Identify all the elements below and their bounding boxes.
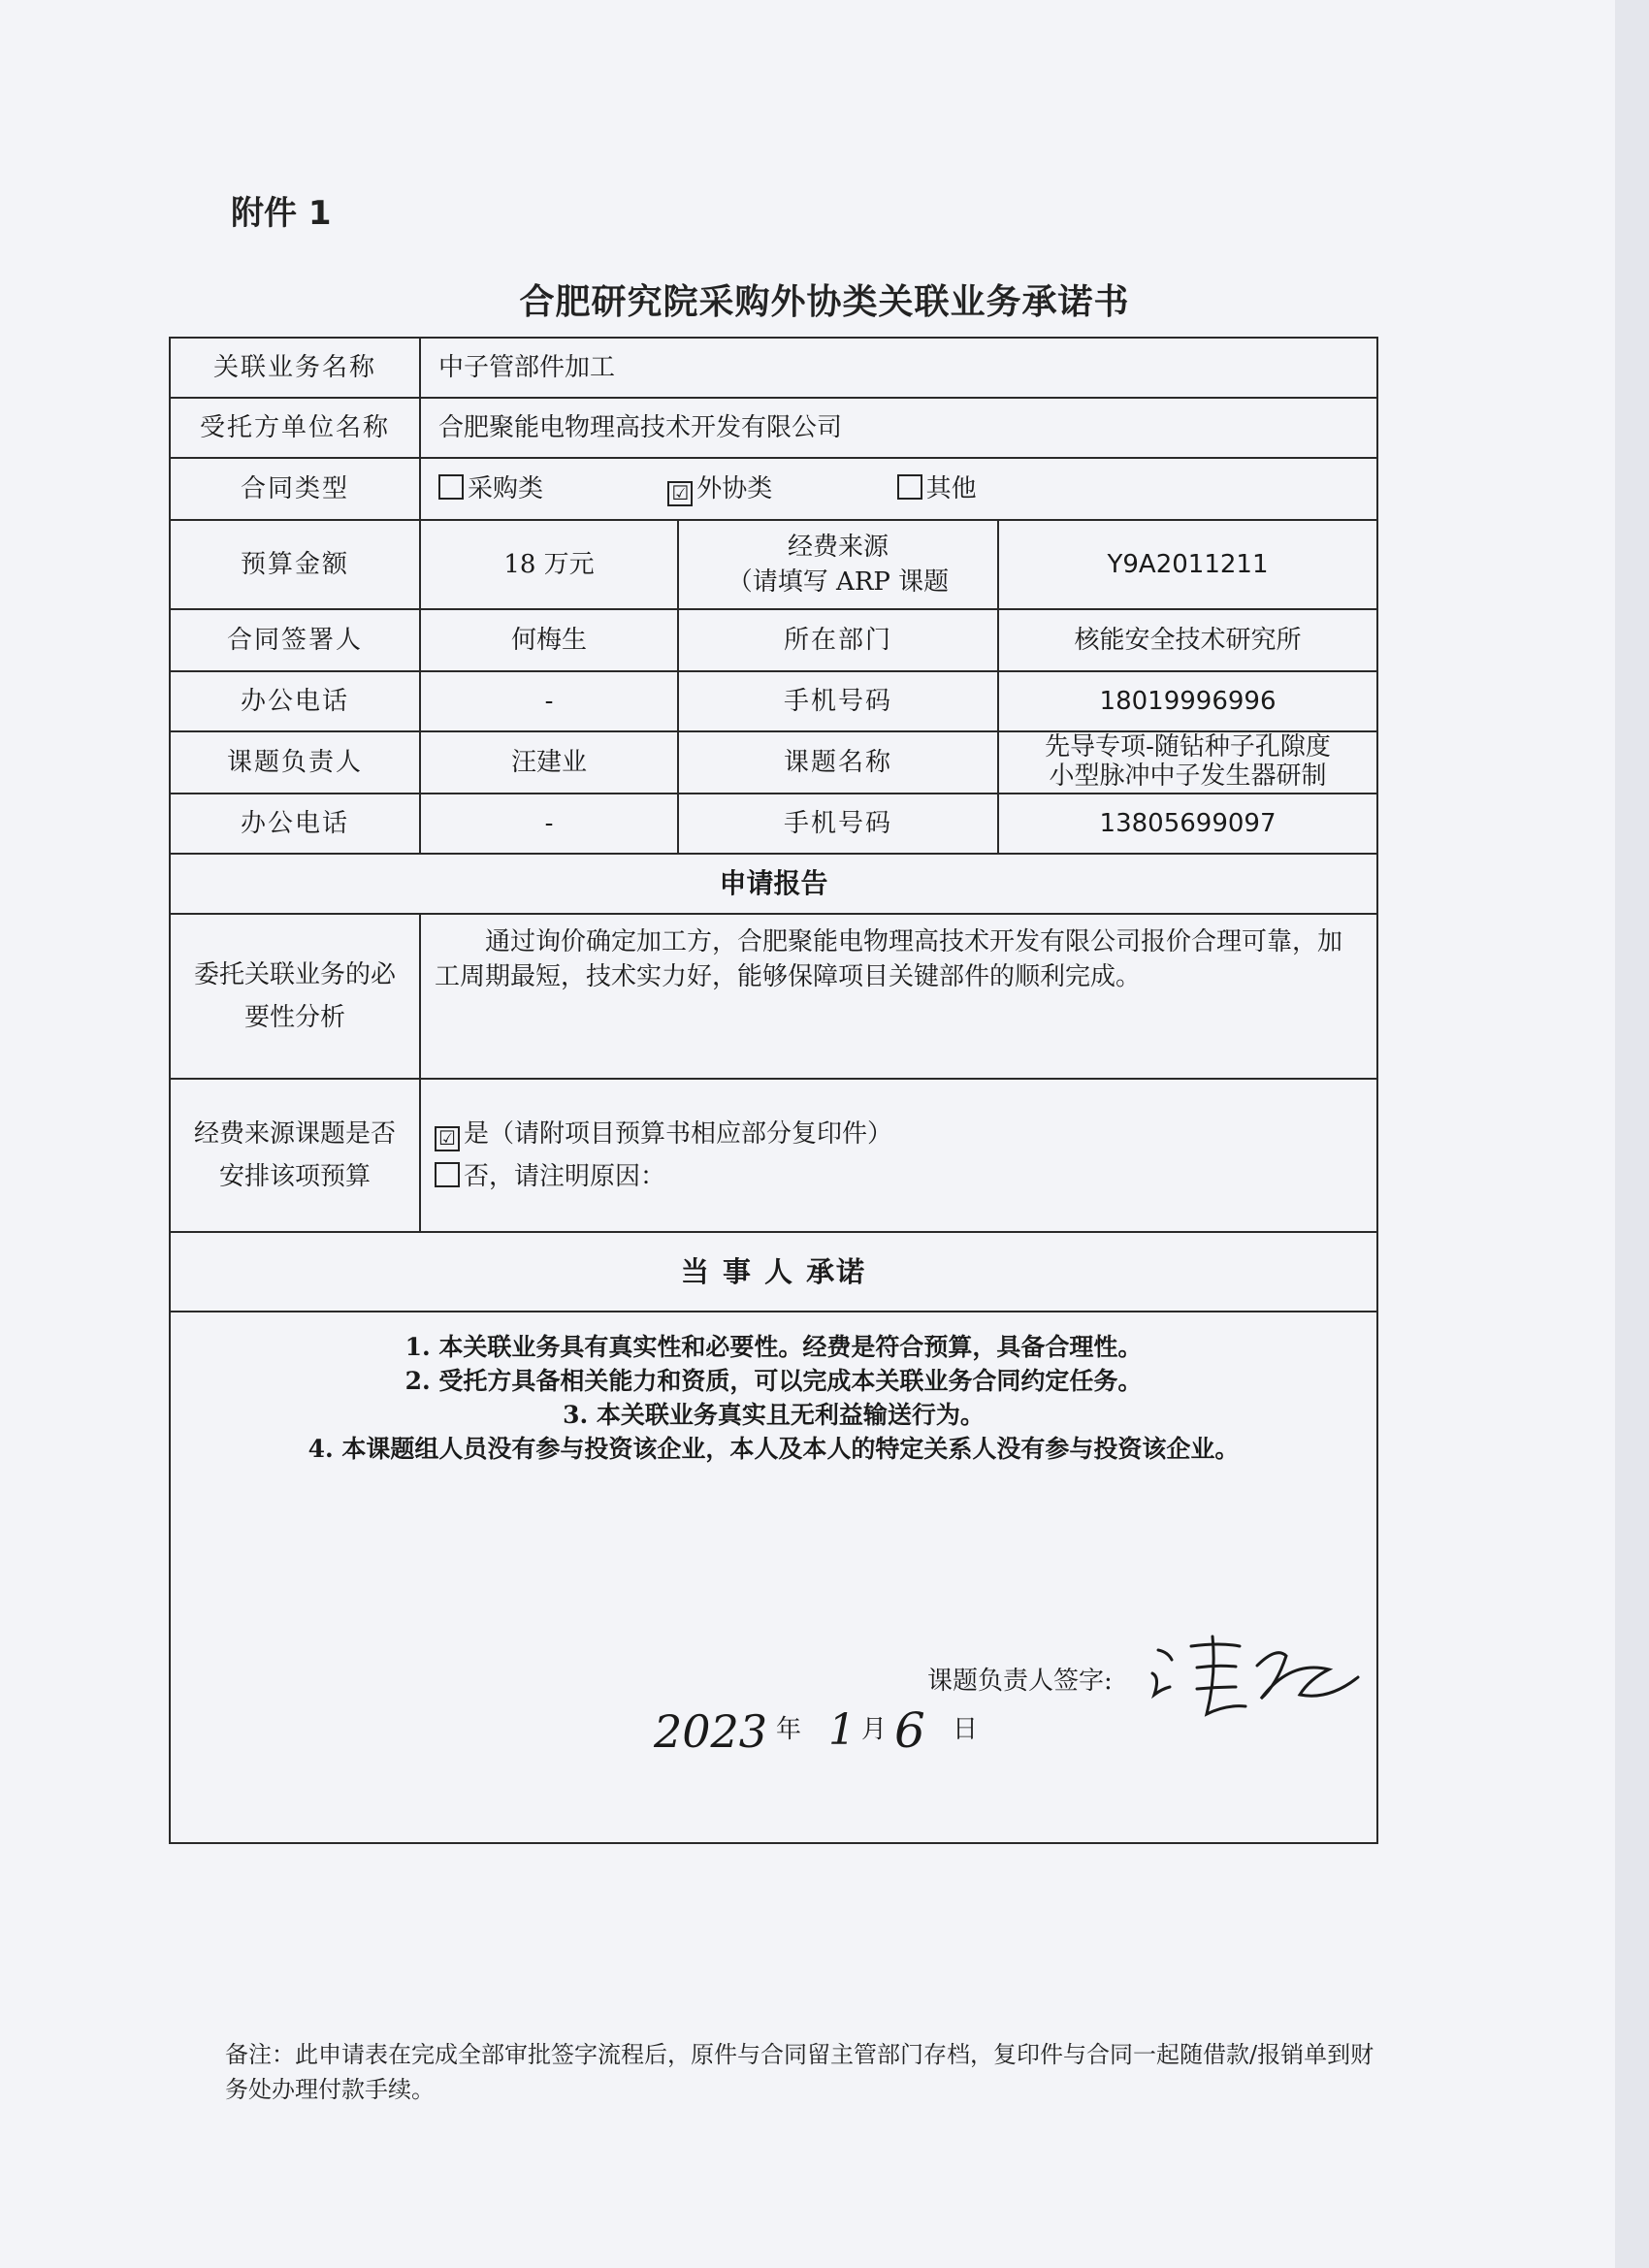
contract-type-options <box>420 458 1377 520</box>
business-name-value: 中子管部件加工 <box>420 338 1377 398</box>
option-outsourcing-label: 外协类 <box>696 473 773 503</box>
signature-month: 1 <box>828 1705 856 1755</box>
fund-source-label-line1: 经费来源 <box>787 532 889 562</box>
attachment-label: 附件 1 <box>231 194 332 233</box>
row-business-name <box>170 338 1377 398</box>
trustee-value: 合肥聚能电物理高技术开发有限公司 <box>420 398 1377 458</box>
trustee-label: 受托方单位名称 <box>170 398 420 458</box>
row-commitment-heading <box>170 1232 1377 1312</box>
budget-check-label <box>170 1079 420 1232</box>
business-name-label: 关联业务名称 <box>170 338 420 398</box>
dept-value: 核能安全技术研究所 <box>998 609 1377 671</box>
budget-check-no[interactable] <box>435 1155 1371 1198</box>
row-budget <box>170 520 1377 609</box>
office-phone-label-2: 办公电话 <box>170 794 420 854</box>
necessity-label-line1: 委托关联业务的必 <box>193 960 396 989</box>
option-purchase[interactable] <box>438 471 543 506</box>
office-phone-label-1: 办公电话 <box>170 671 420 731</box>
fund-source-value: Y9A2011211 <box>998 520 1377 609</box>
commitment-body <box>170 1312 1377 1843</box>
mobile-value-2: 13805699097 <box>998 794 1377 854</box>
commitment-item-3: 3. 本关联业务真实且无利益输送行为。 <box>563 1401 985 1429</box>
row-trustee <box>170 398 1377 458</box>
dept-label: 所在部门 <box>678 609 998 671</box>
option-purchase-label: 采购类 <box>468 473 544 503</box>
commitment-item-2: 2. 受托方具备相关能力和资质，可以完成本关联业务合同约定任务。 <box>404 1367 1143 1395</box>
signature-year: 2023 <box>654 1705 768 1758</box>
budget-check-options <box>420 1079 1377 1232</box>
row-budget-check <box>170 1079 1377 1232</box>
scan-edge <box>1615 0 1649 2268</box>
checkbox-purchase[interactable] <box>438 474 464 500</box>
handwritten-signature <box>1141 1627 1374 1733</box>
commitment-item-1: 1. 本关联业务具有真实性和必要性。经费是符合预算，具备合理性。 <box>404 1333 1143 1361</box>
signer-value: 何梅生 <box>420 609 678 671</box>
signature-day: 6 <box>894 1702 925 1759</box>
option-outsourcing[interactable] <box>667 471 772 506</box>
necessity-text: 通过询价确定加工方，合肥聚能电物理高技术开发有限公司报价合理可靠，加工周期最短，技术实力好，能够保障项目关键部件的顺利完成。 <box>420 914 1377 1079</box>
commitment-form-table <box>169 337 1378 1844</box>
signer-label: 合同签署人 <box>170 609 420 671</box>
budget-label: 预算金额 <box>170 520 420 609</box>
row-leader <box>170 731 1377 794</box>
report-heading: 申请报告 <box>170 854 1377 914</box>
checkbox-outsourcing[interactable]: ☑ <box>667 481 693 506</box>
signature-label: 课题负责人签字: <box>927 1667 1113 1696</box>
commitment-heading: 当 事 人 承诺 <box>170 1232 1377 1312</box>
leader-value: 汪建业 <box>420 731 678 794</box>
budget-value: 18 万元 <box>420 520 678 609</box>
document-title: 合肥研究院采购外协类关联业务承诺书 <box>519 282 1130 322</box>
option-other-label: 其他 <box>925 473 977 503</box>
leader-label: 课题负责人 <box>170 731 420 794</box>
office-phone-value-1: - <box>420 671 678 731</box>
mobile-label-1: 手机号码 <box>678 671 998 731</box>
checkbox-other[interactable] <box>897 474 922 500</box>
project-name-line1: 先导专项-随钻种子孔隙度 <box>1045 732 1331 762</box>
budget-check-label-line2: 安排该项预算 <box>218 1162 371 1191</box>
contract-type-label: 合同类型 <box>170 458 420 520</box>
fund-source-label-line2: （请填写 ARP 课题 <box>727 567 950 597</box>
checkbox-yes[interactable]: ☑ <box>435 1126 460 1151</box>
option-other[interactable] <box>897 471 977 506</box>
signature-month-unit: 月 <box>861 1715 888 1744</box>
row-office-phone-2 <box>170 794 1377 854</box>
row-necessity <box>170 914 1377 1079</box>
project-name-line2: 小型脉冲中子发生器研制 <box>1049 761 1327 791</box>
mobile-label-2: 手机号码 <box>678 794 998 854</box>
budget-check-yes-text: 是（请附项目预算书相应部分复印件） <box>464 1119 893 1149</box>
budget-check-yes[interactable] <box>435 1113 1371 1155</box>
necessity-label-line2: 要性分析 <box>243 1003 345 1032</box>
row-contract-type <box>170 458 1377 520</box>
row-commitment-body <box>170 1312 1377 1843</box>
signature-day-unit: 日 <box>953 1715 979 1744</box>
row-signer <box>170 609 1377 671</box>
row-office-phone-1 <box>170 671 1377 731</box>
necessity-label <box>170 914 420 1079</box>
project-name-label: 课题名称 <box>678 731 998 794</box>
budget-check-label-line1: 经费来源课题是否 <box>193 1119 396 1149</box>
fund-source-label <box>678 520 998 609</box>
budget-check-no-text: 否，请注明原因： <box>464 1162 666 1191</box>
mobile-value-1: 18019996996 <box>998 671 1377 731</box>
commitment-item-4: 4. 本课题组人员没有参与投资该企业，本人及本人的特定关系人没有参与投资该企业。 <box>307 1435 1240 1463</box>
footnote: 备注：此申请表在完成全部审批签字流程后，原件与合同留主管部门存档，复印件与合同一起随借款/报销单到财务处办理付款手续。 <box>225 2041 1374 2103</box>
project-name-value <box>998 731 1377 794</box>
checkbox-no[interactable] <box>435 1162 460 1187</box>
signature-year-unit: 年 <box>776 1715 802 1744</box>
office-phone-value-2: - <box>420 794 678 854</box>
row-report-heading <box>170 854 1377 914</box>
